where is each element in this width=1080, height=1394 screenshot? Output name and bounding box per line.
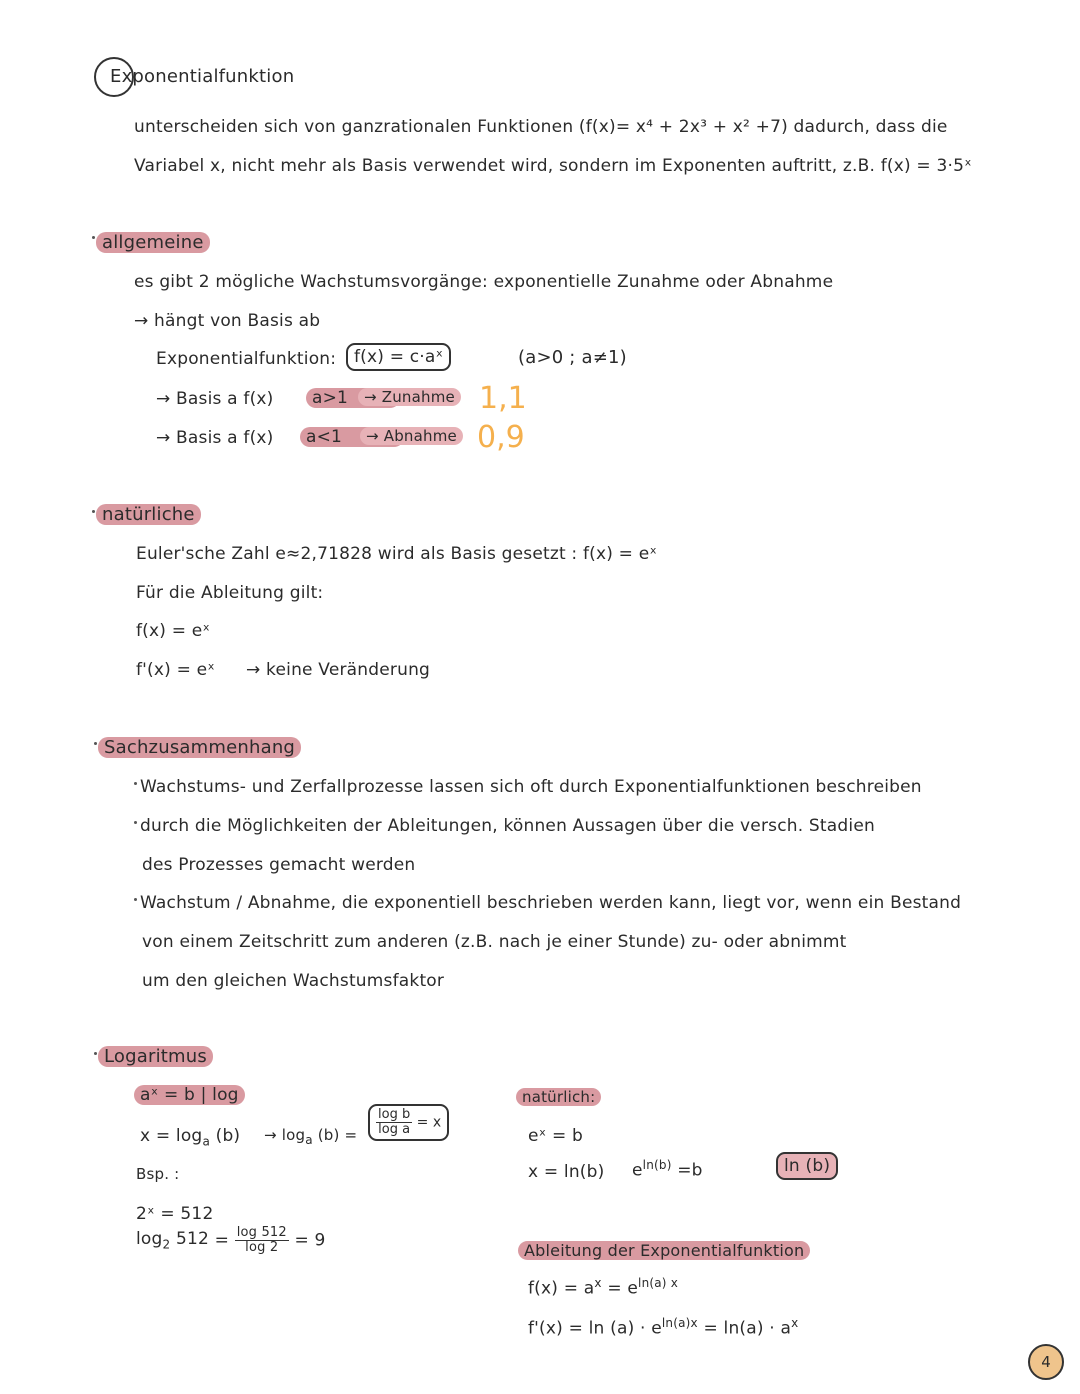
natuerlich-e: e — [632, 1160, 643, 1181]
sach-paragraph-2b: des Prozesses gemacht werden — [142, 855, 416, 875]
log-fraction — [376, 1108, 412, 1137]
log-arrow-text: → log — [264, 1126, 306, 1144]
log-example-1: 2ˣ = 512 — [136, 1204, 214, 1224]
natuerlich-equals-b: =b — [677, 1160, 703, 1181]
log-x-text: x = log — [140, 1126, 203, 1146]
ableitung-line-2-exponent-2: x — [791, 1316, 799, 1330]
heading-natuerlich: natürlich: — [516, 1088, 601, 1106]
sach-paragraph-3b: von einem Zeitschritt zum anderen (z.B. nach je einer Stunde) zu- oder abnimmt — [142, 932, 847, 952]
log-example-2-result: = 9 — [294, 1230, 326, 1251]
basis-row-2-example: 0,9 — [477, 420, 525, 455]
log-example-2-base: 2 — [162, 1237, 171, 1252]
bullet-dot — [92, 510, 95, 513]
sach-paragraph-3a: Wachstum / Abnahme, die exponentiell beschrieben werden kann, liegt vor, wenn ein Bestand — [140, 893, 962, 913]
ableitung-line-1-exponent-2: ln(a) x — [638, 1276, 679, 1290]
log-example-2-denominator: log 2 — [245, 1240, 279, 1255]
basis-row-1-condition: a>1 — [306, 388, 400, 408]
natuerlich-line-2b — [632, 1158, 703, 1181]
formula-condition: (a>0 ; a≠1) — [518, 347, 627, 368]
ableitung-line-1 — [528, 1276, 678, 1299]
log-example-2-argument: 512 — [175, 1229, 210, 1250]
log-example-2: $\log_2 512$ = $\frac{\log 512}{\log 2}$ = 9 — [136, 1225, 326, 1255]
bullet-dot — [134, 898, 137, 901]
natuerliche-line-2: Für die Ableitung gilt: — [136, 583, 324, 603]
log-x-argument: (b) — [215, 1126, 241, 1146]
natuerlich-boxed-result: ln (b) — [776, 1152, 838, 1180]
page-number: 4 — [1041, 1353, 1051, 1371]
log-change-of-base — [264, 1126, 357, 1147]
basis-row-2-condition: a<1 — [300, 427, 404, 447]
allgemeine-line-1: es gibt 2 mögliche Wachstumsvorgänge: exponentielle Zunahme oder Abnahme — [134, 272, 834, 292]
ableitung-line-1-left: f(x) = a — [528, 1278, 595, 1299]
sach-paragraph-1: Wachstums- und Zerfallprozesse lassen sich oft durch Exponentialfunktionen beschreiben — [140, 777, 922, 797]
basis-row-1-result: → Zunahme — [358, 388, 461, 406]
basis-row-2-prefix: → Basis a f(x) — [156, 428, 274, 448]
log-arrow-argument: (b) = — [317, 1126, 358, 1144]
bullet-dot — [94, 1052, 97, 1055]
log-equation: aˣ = b | log — [134, 1085, 245, 1105]
natuerliche-line-1: Euler'sche Zahl e≈2,71828 wird als Basis gesetzt : f(x) = eˣ — [136, 544, 658, 564]
intro-line-2: Variabel x, nicht mehr als Basis verwendet wird, sondern im Exponenten auftritt, z.B. f(x) = 3·5ˣ — [134, 156, 972, 176]
page-title: Exponentialfunktion — [110, 66, 295, 87]
ableitung-line-2 — [528, 1316, 798, 1339]
log-arrow-subscript: a — [305, 1133, 313, 1147]
ableitung-line-1-mid: = e — [607, 1278, 639, 1299]
heading-ableitung: Ableitung der Exponentialfunktion — [518, 1241, 810, 1260]
bullet-dot — [134, 782, 137, 785]
natuerlich-line-1: eˣ = b — [528, 1126, 584, 1146]
ableitung-line-2-right: = ln(a) · a — [703, 1318, 792, 1339]
natuerliche-line-4-right: → keine Veränderung — [246, 660, 431, 680]
log-x-equation — [140, 1126, 240, 1148]
log-example-2-fraction — [235, 1226, 289, 1255]
heading-natuerliche: natürliche — [96, 504, 201, 525]
log-example-2-log: log — [136, 1229, 163, 1250]
natuerlich-exponent: ln(b) — [642, 1158, 672, 1172]
formula-boxed: f(x) = c·aˣ — [346, 343, 451, 371]
natuerliche-line-3: f(x) = eˣ — [136, 621, 211, 641]
heading-allgemeine: allgemeine — [96, 232, 210, 253]
allgemeine-line-2: → hängt von Basis ab — [134, 311, 321, 331]
bullet-dot — [134, 821, 137, 824]
heading-sachzusammenhang: Sachzusammenhang — [98, 737, 301, 758]
sach-paragraph-3c: um den gleichen Wachstumsfaktor — [142, 971, 445, 991]
basis-row-1-example: 1,1 — [479, 381, 527, 416]
log-example-2-numerator: log 512 — [236, 1225, 287, 1240]
log-x-subscript: a — [202, 1134, 210, 1149]
natuerliche-line-4-left: f'(x) = eˣ — [136, 660, 216, 680]
ableitung-line-1-exponent: x — [594, 1276, 602, 1290]
basis-row-2-result: → Abnahme — [360, 427, 463, 445]
log-fraction-box — [368, 1104, 449, 1141]
bullet-dot — [92, 236, 95, 239]
sach-paragraph-2a: durch die Möglichkeiten der Ableitungen, können Aussagen über die versch. Stadien — [140, 816, 875, 836]
page-number-circle — [1028, 1344, 1064, 1380]
natuerlich-line-2a: x = ln(b) — [528, 1162, 605, 1182]
formula-label: Exponentialfunktion: — [156, 349, 337, 369]
ableitung-line-2-exponent: ln(a)x — [661, 1316, 698, 1330]
log-fraction-equals: = x — [416, 1114, 442, 1131]
ableitung-line-2-left: f'(x) = ln (a) · e — [528, 1318, 662, 1339]
basis-row-1-prefix: → Basis a f(x) — [156, 389, 274, 409]
log-fraction-numerator: log b — [378, 1107, 411, 1122]
bullet-dot — [94, 742, 97, 745]
intro-line-1: unterscheiden sich von ganzrationalen Funktionen (f(x)= x⁴ + 2x³ + x² +7) dadurch, dass die — [134, 117, 948, 137]
log-example-label: Bsp. : — [136, 1165, 180, 1183]
log-fraction-denominator: log a — [378, 1122, 411, 1137]
heading-logarithmus: Logaritmus — [98, 1046, 213, 1067]
